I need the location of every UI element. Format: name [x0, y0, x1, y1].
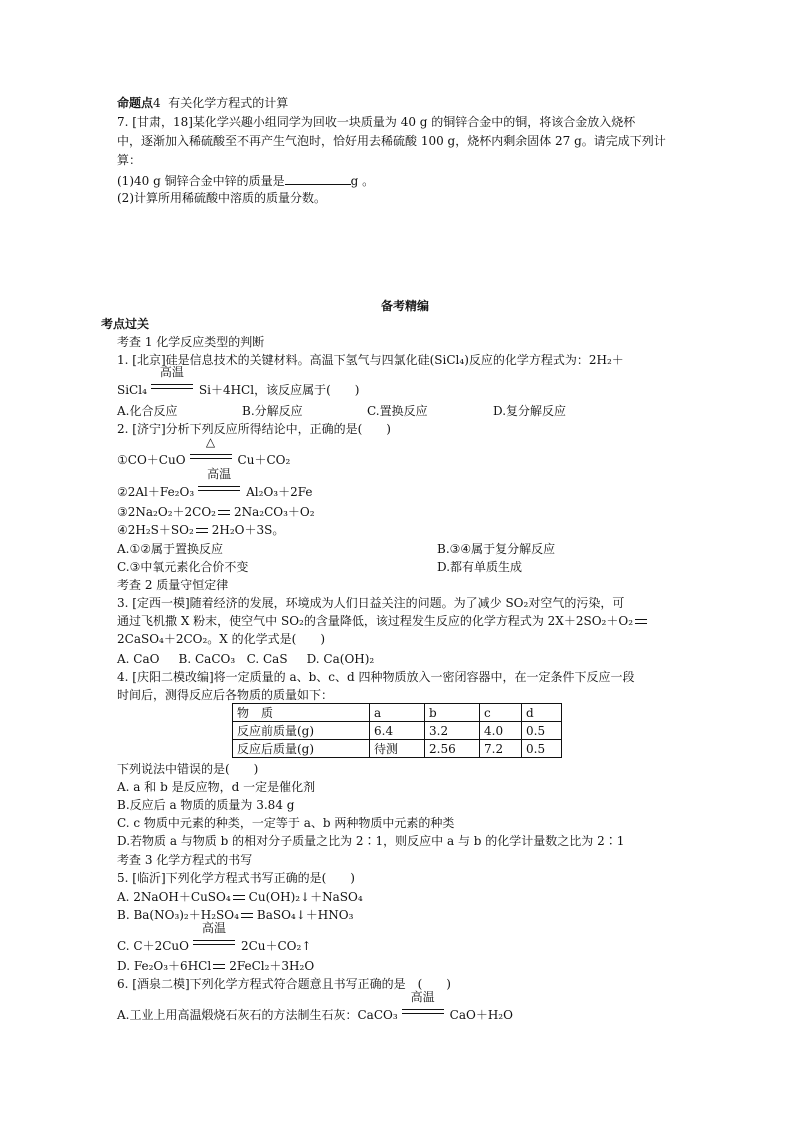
- equals-sign: [190, 454, 232, 459]
- table-cell: 待测: [370, 740, 425, 758]
- q3-options: A. CaO B. CaCO₃ C. CaS D. Ca(OH)₂: [117, 652, 375, 666]
- q5-option-c: [117, 921, 312, 954]
- table-cell: c: [480, 704, 522, 722]
- table-cell: 0.5: [522, 740, 562, 758]
- table-cell: 4.0: [480, 722, 522, 740]
- q3-equation-left: 通过飞机撒 X 粉末，使空气中 SO₂的含量降低，该过程发生反应的化学方程式为 2X＋2SO₂＋O₂: [117, 614, 634, 628]
- table-cell: 3.2: [425, 722, 480, 740]
- q4-line1: 4. [庆阳二模改编]将一定质量的 a、b、c、d 四种物质放入一密闭容器中，在一定条件下反应一段: [117, 670, 635, 684]
- q5d-right: 2FeCl₂＋3H₂O: [229, 959, 315, 973]
- q4-option-b: B.反应后 a 物质的质量为 3.84 g: [117, 798, 295, 812]
- q5b-right: BaSO₄↓＋HNO₃: [256, 908, 354, 922]
- heat-symbol: △: [205, 435, 216, 449]
- q4-stem2: 下列说法中错误的是( ): [117, 762, 259, 776]
- equals-sign: [635, 619, 647, 624]
- q2-option-d: D.都有单质生成: [437, 560, 523, 574]
- r4-right: 2H₂O＋3S。: [211, 523, 285, 537]
- title-prefix: 命题点: [117, 96, 154, 110]
- equals-sign: [198, 486, 240, 491]
- condition-label: 高温: [410, 990, 435, 1004]
- q5-option-b: [117, 907, 353, 923]
- q5-option-d: [117, 958, 314, 974]
- condition-label: 高温: [201, 921, 226, 935]
- q4-line2: 时间后，测得反应后各物质的质量如下：: [117, 688, 334, 702]
- q5-option-a: [117, 889, 363, 905]
- q5d-left: D. Fe₂O₃＋6HCl: [117, 959, 212, 973]
- q7-sub1-text: (1)40 g 铜锌合金中锌的质量是: [117, 174, 285, 188]
- q7-line3: 算：: [117, 153, 142, 167]
- q5a-right: Cu(OH)₂↓＋NaSO₄: [248, 890, 363, 904]
- q4-option-c: C. c 物质中元素的种类，一定等于 a、b 两种物质中元素的种类: [117, 816, 455, 830]
- table-cell: 2.56: [425, 740, 480, 758]
- q5a-left: A. 2NaOH＋CuSO₄: [117, 890, 231, 904]
- equals-sign: [151, 384, 193, 389]
- kc1-heading: 考查 1 化学反应类型的判断: [117, 335, 265, 349]
- table-cell: 0.5: [522, 722, 562, 740]
- q5c-right: 2Cu＋CO₂↑: [240, 939, 312, 953]
- equals-sign: [196, 528, 208, 533]
- q1-option-a: A.化合反应: [117, 404, 178, 418]
- q1-line2: [117, 365, 360, 398]
- q3-line1: 3. [定西一模]随着经济的发展，环境成为人们日益关注的问题。为了减少 SO₂对空气的污染，可: [117, 596, 625, 610]
- q6a-right: CaO＋H₂O: [449, 1008, 513, 1022]
- q1-option-b: B.分解反应: [242, 404, 303, 418]
- q4-option-a: A. a 和 b 是反应物，d 一定是催化剂: [117, 780, 316, 794]
- table-cell: d: [522, 704, 562, 722]
- equals-sign: [241, 913, 253, 918]
- equals-sign: [193, 940, 235, 945]
- section2-title: 备考精编: [381, 299, 430, 313]
- q6-stem: 6. [酒泉二模]下列化学方程式符合题意且书写正确的是 ( ): [117, 977, 451, 991]
- r1-right: Cu＋CO₂: [237, 453, 291, 467]
- kc2-heading: 考查 2 质量守恒定律: [117, 578, 229, 592]
- table-cell: 6.4: [370, 722, 425, 740]
- q1-option-c: C.置换反应: [367, 404, 428, 418]
- table-header-row: [233, 704, 562, 722]
- equals-sign: [213, 964, 225, 969]
- r2-left: ②2Al＋Fe₂O₃: [117, 485, 195, 499]
- table-cell: a: [370, 704, 425, 722]
- section-title: [117, 95, 288, 111]
- q2-reaction-2: [117, 467, 313, 500]
- equals-sign: [233, 895, 245, 900]
- table-cell: 反应后质量(g): [233, 740, 370, 758]
- table-row: [233, 740, 562, 758]
- section2-subtitle: 考点过关: [101, 317, 150, 331]
- q6a-left: A.工业上用高温煅烧石灰石的方法制生石灰：CaCO₃: [117, 1008, 398, 1022]
- table-cell: b: [425, 704, 480, 722]
- q6-option-a: [117, 990, 513, 1023]
- kc3-heading: 考查 3 化学方程式的书写: [117, 853, 253, 867]
- q5c-left: C. C＋2CuO: [117, 939, 189, 953]
- q5-stem: 5. [临沂]下列化学方程式书写正确的是( ): [117, 871, 355, 885]
- q2-reaction-1: [117, 435, 291, 468]
- r4-left: ④2H₂S＋SO₂: [117, 523, 194, 537]
- reaction-condition: [151, 365, 193, 394]
- q7-line2: 中，逐渐加入稀硫酸至不再产生气泡时，恰好用去稀硫酸 100 g，烧杯内剩余固体 27 g。请完成下列计: [117, 134, 666, 148]
- r3-left: ③2Na₂O₂＋2CO₂: [117, 505, 216, 519]
- q2-option-a: A.①②属于置换反应: [117, 542, 223, 556]
- table-cell: 物 质: [233, 704, 370, 722]
- reaction-condition: [193, 921, 235, 950]
- title-text: 有关化学方程式的计算: [168, 96, 289, 110]
- r1-left: ①CO＋CuO: [117, 453, 186, 467]
- q1-option-d: D.复分解反应: [493, 404, 567, 418]
- reaction-condition: [402, 990, 444, 1019]
- equals-sign: [218, 510, 230, 515]
- q5b-left: B. Ba(NO₃)₂＋H₂SO₄: [117, 908, 239, 922]
- q4-option-d: D.若物质 a 与物质 b 的相对分子质量之比为 2∶1，则反应中 a 与 b 的化学计量数之比为 2∶1: [117, 834, 625, 848]
- q7-line1: 7. [甘肃，18]某化学兴趣小组同学为回收一块质量为 40 g 的铜锌合金中的铜，将该合金放入烧杯: [117, 115, 636, 129]
- reaction-condition: [190, 435, 232, 464]
- q2-option-c: C.③中氧元素化合价不变: [117, 560, 249, 574]
- answer-blank[interactable]: [285, 172, 351, 185]
- condition-label: 高温: [207, 467, 232, 481]
- table-cell: 7.2: [480, 740, 522, 758]
- r3-right: 2Na₂CO₃＋O₂: [233, 505, 315, 519]
- q3-line3: 2CaSO₄＋2CO₂。X 的化学式是( ): [117, 632, 326, 646]
- equals-sign: [402, 1009, 444, 1014]
- q1-reactant: SiCl₄: [117, 383, 147, 397]
- reaction-condition: [198, 467, 240, 496]
- q2-option-b: B.③④属于复分解反应: [437, 542, 556, 556]
- q2-stem: 2. [济宁]分析下列反应所得结论中，正确的是( ): [117, 422, 391, 436]
- table-cell: 反应前质量(g): [233, 722, 370, 740]
- r2-right: Al₂O₃＋2Fe: [246, 485, 313, 499]
- q1-product: Si＋4HCl，该反应属于( ): [198, 383, 360, 397]
- q7-sub1-unit: g 。: [350, 174, 375, 188]
- table-row: [233, 722, 562, 740]
- q3-line2: [117, 613, 651, 629]
- q2-reaction-3: [117, 504, 315, 520]
- q2-reaction-4: [117, 522, 284, 538]
- title-number: 4: [153, 96, 161, 110]
- mass-table: [232, 703, 562, 758]
- condition-label: 高温: [159, 365, 184, 379]
- q1-line1: 1. [北京]硅是信息技术的关键材料。高温下氢气与四氯化硅(SiCl₄)反应的化学方程式为：2H₂＋: [117, 353, 624, 367]
- q7-sub1: [117, 172, 374, 189]
- q7-sub2: (2)计算所用稀硫酸中溶质的质量分数。: [117, 191, 326, 205]
